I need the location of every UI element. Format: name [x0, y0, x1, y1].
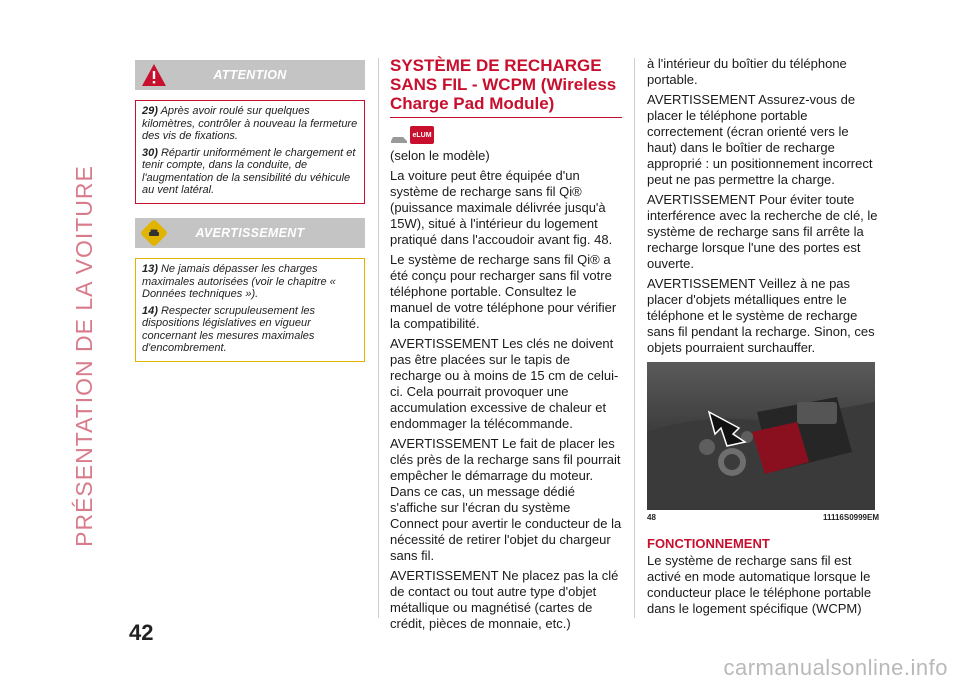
elum-badge: eLUM: [410, 126, 434, 144]
section-side-title: PRÉSENTATION DE LA VOITURE: [70, 165, 97, 547]
paragraph: AVERTISSEMENT Ne placez pas la clé de contact ou tout autre type d'objet métallique ou magnétisé (cartes de crédit, pièces de monnaie, etc.): [390, 568, 619, 631]
right-column: [647, 56, 879, 621]
paragraph: AVERTISSEMENT Les clés ne doivent pas être placées sur le tapis de recharge ou à moins de 15 cm de celui-ci. Cela pourrait provoquer une accumulation excessive de chaleur et endommager la télécommande.: [390, 336, 619, 431]
attention-header: [135, 60, 365, 90]
figure-charging-pad: [647, 362, 875, 510]
figure-caption: [647, 513, 879, 522]
middle-column: [390, 56, 622, 636]
paragraph: AVERTISSEMENT Pour éviter toute interférence avec la recherche de clé, le système de recharge sans fil arrête la recharge lorsque l'une des portes est ouverte.: [647, 192, 878, 271]
attention-box: [135, 100, 365, 204]
subsection-title: FONCTIONNEMENT: [647, 536, 770, 551]
car-icon: [390, 134, 408, 144]
figure-code: 11116S0999EM: [822, 513, 879, 522]
car-warning-icon: [141, 220, 167, 246]
avertissement-header: [135, 218, 365, 248]
attention-item: 29) Après avoir roulé sur quelques kilomètres, contrôler à nouveau la fermeture des vis de fixations.: [142, 105, 358, 142]
figure-number: 48: [647, 513, 656, 522]
paragraph: AVERTISSEMENT Assurez-vous de placer le téléphone portable correctement (écran orienté vers le haut) dans le boîtier de recharge approprié : un positionnement incorrect peut ne pas permettre la charge.: [647, 92, 873, 187]
attention-item: 30) Répartir uniformément le chargement et tenir compte, dans la conduite, de l'augmentation de la sensibilité du véhicule au vent latéral.: [142, 146, 356, 196]
paragraph: à l'intérieur du boîtier du téléphone portable.: [647, 56, 847, 87]
avertissement-item: 14) Respecter scrupuleusement les dispositions législatives en vigueur concernant les mesures maximales d'encombrement.: [142, 304, 316, 354]
section-title: SYSTÈME DE RECHARGE SANS FIL - WCPM (Wireless Charge Pad Module): [390, 56, 622, 118]
warning-triangle-icon: [141, 62, 167, 88]
elum-row: [390, 126, 622, 148]
paragraph: La voiture peut être équipée d'un système de recharge sans fil Qi® (puissance maximale délivrée jusqu'à 15W), situé à l'intérieur du logement pratiqué dans l'accoudoir avant fig. 48.: [390, 168, 613, 247]
paragraph: AVERTISSEMENT Veillez à ne pas placer d'objets métalliques entre le téléphone et le système de recharge sans fil pendant la recharge. Sinon, ces objets pourraient surchauffer.: [647, 276, 875, 355]
page-number: 42: [129, 620, 154, 645]
paragraph: AVERTISSEMENT Le fait de placer les clés près de la recharge sans fil pourrait empêcher le démarrage du moteur. Dans ce cas, un message dédié s'affiche sur l'écran du système Connect pour avertir le conducteur de la nécessité de retirer l'objet du chargeur sans fil.: [390, 436, 622, 563]
attention-title: ATTENTION: [213, 68, 287, 82]
column-divider: [378, 58, 379, 618]
avertissement-item: 13) Ne jamais dépasser les charges maximales autorisées (voir le chapitre « Données techniques »).: [142, 263, 336, 300]
paragraph: (selon le modèle): [390, 148, 490, 163]
watermark: carmanualsonline.info: [723, 655, 948, 680]
console-illustration: [647, 362, 875, 510]
paragraph: Le système de recharge sans fil Qi® a été conçu pour recharger sans fil votre téléphone portable. Consultez le manuel de votre téléphone pour vérifier la compatibilité.: [390, 252, 617, 331]
paragraph: Le système de recharge sans fil est activé en mode automatique lorsque le conducteur place le téléphone portable dans le logement spécifique (WCPM): [647, 553, 872, 616]
avertissement-box: [135, 258, 365, 362]
avertissement-title: AVERTISSEMENT: [195, 226, 305, 240]
column-divider: [634, 58, 635, 618]
